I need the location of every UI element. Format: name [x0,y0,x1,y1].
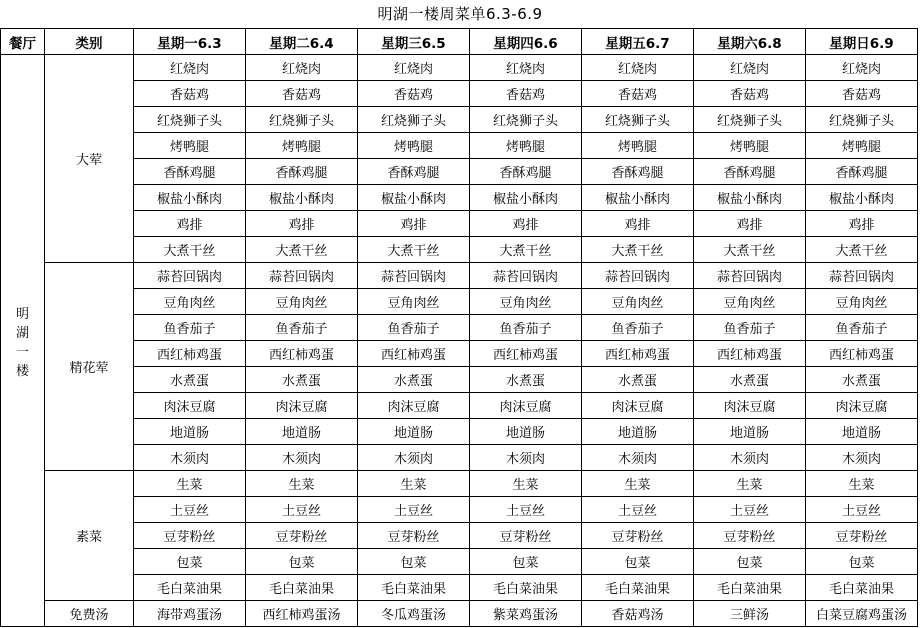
dish-cell: 蒜苔回锅肉 [470,263,582,289]
dish-cell: 蒜苔回锅肉 [134,263,246,289]
dish-cell: 豆角肉丝 [358,289,470,315]
dish-cell: 香菇鸡 [694,81,806,107]
dish-cell: 木须肉 [582,445,694,471]
dish-cell: 土豆丝 [470,497,582,523]
dish-cell: 水煮蛋 [358,367,470,393]
dish-cell: 土豆丝 [246,497,358,523]
dish-cell: 生菜 [470,471,582,497]
dish-cell: 豆芽粉丝 [358,523,470,549]
dish-cell: 香酥鸡腿 [694,159,806,185]
dish-cell: 生菜 [358,471,470,497]
dish-cell: 红烧肉 [470,55,582,81]
dish-cell: 木须肉 [694,445,806,471]
dish-cell: 西红柿鸡蛋 [470,341,582,367]
dish-cell: 水煮蛋 [694,367,806,393]
weekly-menu-table [0,28,918,627]
table-row [1,497,918,523]
category-cell: 免费汤 [45,601,134,627]
table-row [1,133,918,159]
dish-cell: 椒盐小酥肉 [134,185,246,211]
table-row [1,211,918,237]
dish-cell: 鸡排 [582,211,694,237]
dish-cell: 香菇鸡 [582,81,694,107]
dish-cell: 蒜苔回锅肉 [246,263,358,289]
dish-cell: 木须肉 [470,445,582,471]
dish-cell: 豆芽粉丝 [246,523,358,549]
dish-cell: 白菜豆腐鸡蛋汤 [806,601,918,627]
dish-cell: 西红柿鸡蛋汤 [246,601,358,627]
dish-cell: 毛白菜油果 [694,575,806,601]
dish-cell: 水煮蛋 [470,367,582,393]
dish-cell: 香酥鸡腿 [582,159,694,185]
dish-cell: 肉沫豆腐 [134,393,246,419]
dish-cell: 木须肉 [246,445,358,471]
dish-cell: 水煮蛋 [246,367,358,393]
column-header: 星期五6.7 [582,29,694,55]
dish-cell: 海带鸡蛋汤 [134,601,246,627]
dish-cell: 椒盐小酥肉 [246,185,358,211]
dish-cell: 毛白菜油果 [358,575,470,601]
dish-cell: 生菜 [246,471,358,497]
dish-cell: 生菜 [694,471,806,497]
dish-cell: 红烧狮子头 [582,107,694,133]
dish-cell: 椒盐小酥肉 [582,185,694,211]
dish-cell: 紫菜鸡蛋汤 [470,601,582,627]
dish-cell: 土豆丝 [358,497,470,523]
dish-cell: 包菜 [806,549,918,575]
table-row [1,263,918,289]
dish-cell: 香菇鸡 [246,81,358,107]
dish-cell: 肉沫豆腐 [694,393,806,419]
column-header: 星期三6.5 [358,29,470,55]
header-row [1,29,918,55]
dish-cell: 鱼香茄子 [246,315,358,341]
dish-cell: 豆角肉丝 [694,289,806,315]
dish-cell: 地道肠 [694,419,806,445]
category-cell: 素菜 [45,471,134,601]
dish-cell: 大煮干丝 [806,237,918,263]
dish-cell: 鱼香茄子 [582,315,694,341]
dish-cell: 豆芽粉丝 [134,523,246,549]
dish-cell: 烤鸭腿 [134,133,246,159]
dish-cell: 包菜 [694,549,806,575]
dish-cell: 豆芽粉丝 [470,523,582,549]
dish-cell: 蒜苔回锅肉 [582,263,694,289]
table-row [1,185,918,211]
category-cell: 大荤 [45,55,134,263]
column-header: 类别 [45,29,134,55]
dish-cell: 西红柿鸡蛋 [134,341,246,367]
dish-cell: 生菜 [134,471,246,497]
dish-cell: 豆芽粉丝 [694,523,806,549]
table-row [1,341,918,367]
dish-cell: 椒盐小酥肉 [694,185,806,211]
dish-cell: 香菇鸡 [134,81,246,107]
dish-cell: 水煮蛋 [134,367,246,393]
dish-cell: 红烧狮子头 [470,107,582,133]
column-header: 餐厅 [1,29,45,55]
column-header: 星期二6.4 [246,29,358,55]
dish-cell: 红烧肉 [134,55,246,81]
dish-cell: 豆芽粉丝 [806,523,918,549]
table-row [1,107,918,133]
dish-cell: 大煮干丝 [470,237,582,263]
dish-cell: 蒜苔回锅肉 [358,263,470,289]
dish-cell: 地道肠 [470,419,582,445]
dish-cell: 水煮蛋 [582,367,694,393]
dish-cell: 冬瓜鸡蛋汤 [358,601,470,627]
dish-cell: 豆角肉丝 [246,289,358,315]
dish-cell: 包菜 [470,549,582,575]
dish-cell: 肉沫豆腐 [582,393,694,419]
dish-cell: 大煮干丝 [582,237,694,263]
column-header: 星期六6.8 [694,29,806,55]
dish-cell: 西红柿鸡蛋 [806,341,918,367]
dish-cell: 烤鸭腿 [694,133,806,159]
dish-cell: 红烧肉 [246,55,358,81]
table-row [1,393,918,419]
table-row [1,237,918,263]
column-header: 星期一6.3 [134,29,246,55]
dish-cell: 红烧狮子头 [358,107,470,133]
dish-cell: 烤鸭腿 [246,133,358,159]
column-header: 星期四6.6 [470,29,582,55]
dish-cell: 香酥鸡腿 [246,159,358,185]
dish-cell: 大煮干丝 [134,237,246,263]
dish-cell: 毛白菜油果 [470,575,582,601]
dish-cell: 大煮干丝 [358,237,470,263]
dish-cell: 椒盐小酥肉 [806,185,918,211]
dish-cell: 包菜 [246,549,358,575]
dish-cell: 三鲜汤 [694,601,806,627]
menu-body [1,55,918,627]
dish-cell: 香酥鸡腿 [134,159,246,185]
dish-cell: 香菇鸡汤 [582,601,694,627]
table-row [1,367,918,393]
table-row [1,549,918,575]
table-row [1,575,918,601]
dish-cell: 水煮蛋 [806,367,918,393]
menu-title: 明湖一楼周菜单6.3-6.9 [377,5,543,23]
dish-cell: 烤鸭腿 [806,133,918,159]
dish-cell: 香酥鸡腿 [358,159,470,185]
dish-cell: 地道肠 [134,419,246,445]
dish-cell: 红烧狮子头 [806,107,918,133]
table-row [1,419,918,445]
restaurant-char: 湖 [15,325,29,341]
dish-cell: 鱼香茄子 [470,315,582,341]
dish-cell: 鱼香茄子 [358,315,470,341]
table-row [1,471,918,497]
dish-cell: 毛白菜油果 [806,575,918,601]
dish-cell: 香菇鸡 [806,81,918,107]
dish-cell: 椒盐小酥肉 [358,185,470,211]
dish-cell: 烤鸭腿 [358,133,470,159]
dish-cell: 香酥鸡腿 [470,159,582,185]
dish-cell: 土豆丝 [806,497,918,523]
dish-cell: 红烧狮子头 [694,107,806,133]
category-cell: 精花荤 [45,263,134,471]
dish-cell: 豆角肉丝 [582,289,694,315]
dish-cell: 鸡排 [246,211,358,237]
dish-cell: 地道肠 [358,419,470,445]
dish-cell: 鱼香茄子 [806,315,918,341]
dish-cell: 大煮干丝 [694,237,806,263]
dish-cell: 蒜苔回锅肉 [806,263,918,289]
dish-cell: 毛白菜油果 [134,575,246,601]
dish-cell: 烤鸭腿 [582,133,694,159]
dish-cell: 生菜 [806,471,918,497]
restaurant-char: 明 [15,306,29,322]
dish-cell: 红烧肉 [582,55,694,81]
dish-cell: 土豆丝 [694,497,806,523]
table-row [1,55,918,81]
dish-cell: 鱼香茄子 [694,315,806,341]
dish-cell: 包菜 [582,549,694,575]
table-row [1,315,918,341]
dish-cell: 木须肉 [358,445,470,471]
dish-cell: 鸡排 [470,211,582,237]
dish-cell: 蒜苔回锅肉 [694,263,806,289]
dish-cell: 豆角肉丝 [806,289,918,315]
dish-cell: 鸡排 [134,211,246,237]
dish-cell: 土豆丝 [582,497,694,523]
dish-cell: 地道肠 [806,419,918,445]
dish-cell: 木须肉 [134,445,246,471]
table-row [1,523,918,549]
restaurant-char: 楼 [15,363,29,379]
dish-cell: 香酥鸡腿 [806,159,918,185]
dish-cell: 土豆丝 [134,497,246,523]
dish-cell: 肉沫豆腐 [358,393,470,419]
dish-cell: 包菜 [134,549,246,575]
dish-cell: 生菜 [582,471,694,497]
dish-cell: 地道肠 [582,419,694,445]
dish-cell: 鸡排 [694,211,806,237]
dish-cell: 包菜 [358,549,470,575]
table-row [1,159,918,185]
dish-cell: 木须肉 [806,445,918,471]
restaurant-char: 一 [15,344,29,360]
dish-cell: 西红柿鸡蛋 [358,341,470,367]
dish-cell: 西红柿鸡蛋 [694,341,806,367]
dish-cell: 鸡排 [806,211,918,237]
dish-cell: 红烧肉 [806,55,918,81]
dish-cell: 香菇鸡 [470,81,582,107]
table-row [1,601,918,627]
dish-cell: 肉沫豆腐 [470,393,582,419]
table-row [1,81,918,107]
table-row [1,445,918,471]
dish-cell: 鱼香茄子 [134,315,246,341]
dish-cell: 烤鸭腿 [470,133,582,159]
table-row [1,289,918,315]
dish-cell: 肉沫豆腐 [806,393,918,419]
restaurant-cell [1,55,45,627]
dish-cell: 红烧肉 [694,55,806,81]
dish-cell: 西红柿鸡蛋 [246,341,358,367]
dish-cell: 红烧肉 [358,55,470,81]
dish-cell: 豆芽粉丝 [582,523,694,549]
dish-cell: 西红柿鸡蛋 [582,341,694,367]
dish-cell: 鸡排 [358,211,470,237]
dish-cell: 红烧狮子头 [134,107,246,133]
dish-cell: 毛白菜油果 [246,575,358,601]
dish-cell: 豆角肉丝 [134,289,246,315]
dish-cell: 红烧狮子头 [246,107,358,133]
dish-cell: 椒盐小酥肉 [470,185,582,211]
dish-cell: 豆角肉丝 [470,289,582,315]
dish-cell: 肉沫豆腐 [246,393,358,419]
column-header: 星期日6.9 [806,29,918,55]
dish-cell: 毛白菜油果 [582,575,694,601]
dish-cell: 香菇鸡 [358,81,470,107]
dish-cell: 大煮干丝 [246,237,358,263]
dish-cell: 地道肠 [246,419,358,445]
